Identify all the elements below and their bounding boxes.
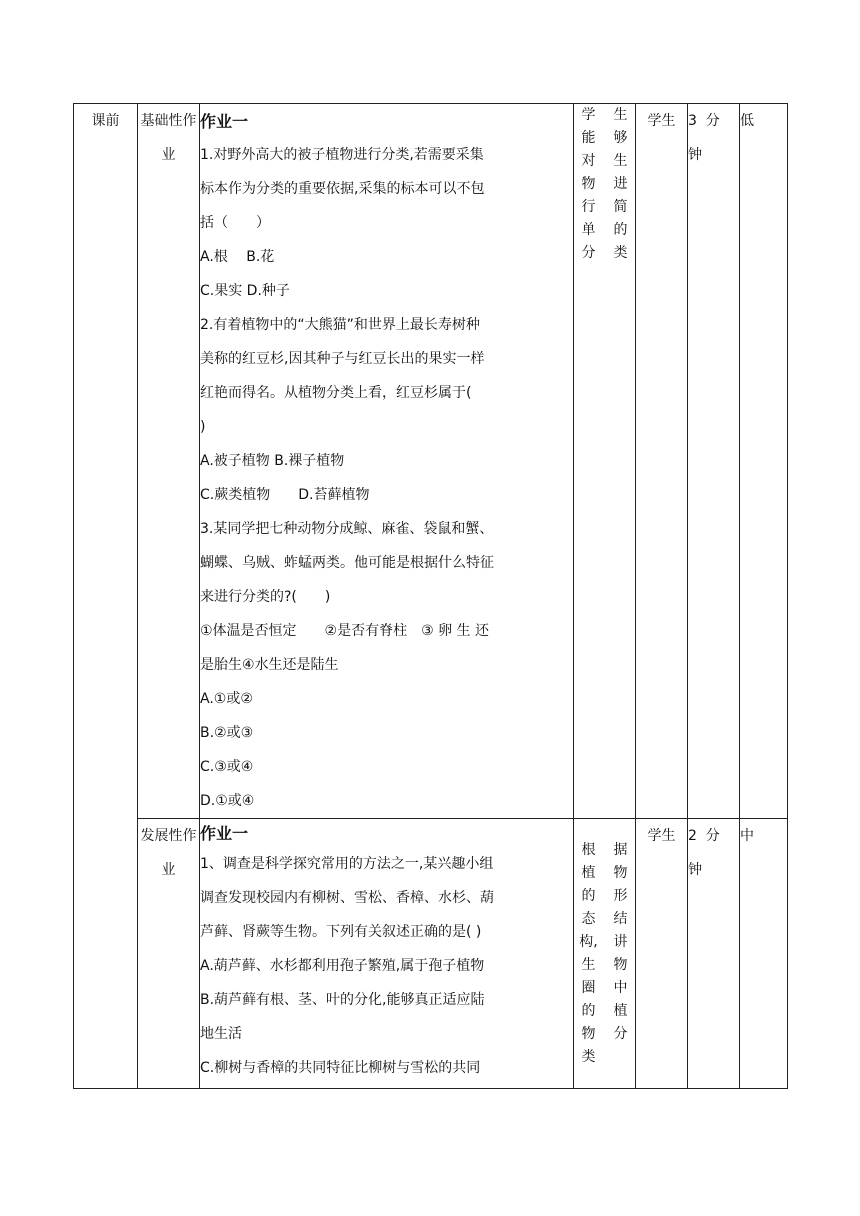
difficulty-label: 低 xyxy=(740,113,754,129)
goal-char: 对 xyxy=(581,153,596,169)
question-line: 括（ ） xyxy=(200,215,270,231)
homework-table xyxy=(73,103,788,1089)
time-unit: 钟 xyxy=(688,147,702,163)
goal-char: 够 xyxy=(613,130,628,146)
goal-char: 态 xyxy=(581,911,596,927)
option-line: A.葫芦藓、水杉都利用孢子繁殖,属于孢子植物 xyxy=(200,958,485,974)
goal-char: 分 xyxy=(581,245,596,261)
question-line: 来进行分类的?( ) xyxy=(200,589,331,605)
responsible-label: 学生 xyxy=(647,828,676,844)
goal-char: 的 xyxy=(581,888,596,904)
goal-char: 构, xyxy=(579,934,598,950)
time-value: 2 分 xyxy=(688,828,720,844)
question-line: ①体温是否恒定 ②是否有脊柱 ③ 卵 生 还 xyxy=(200,623,490,639)
goal-char: 物 xyxy=(581,176,596,192)
time-cell xyxy=(688,104,740,819)
question-line: 红艳而得名。从植物分类上看，红豆杉属于( xyxy=(200,385,472,401)
stage-label: 课前 xyxy=(91,113,120,129)
goal-column-right xyxy=(611,839,631,1069)
option-line: A.①或② xyxy=(200,691,253,707)
goal-char: 行 xyxy=(581,199,596,215)
goal-char: 物 xyxy=(613,865,628,881)
option-line: D.①或④ xyxy=(200,793,255,809)
goal-char: 的 xyxy=(581,1003,596,1019)
option-line: B.葫芦藓有根、茎、叶的分化,能够真正适应陆 xyxy=(200,992,485,1008)
question-line: 1、调查是科学探究常用的方法之一,某兴趣小组 xyxy=(200,856,494,872)
goal-char: 讲 xyxy=(613,934,628,950)
goal-cell xyxy=(574,819,636,1089)
content-cell xyxy=(200,104,574,819)
goal-char: 分 xyxy=(613,1026,628,1042)
goal-char: 结 xyxy=(613,911,628,927)
option-line: C.柳树与香樟的共同特征比柳树与雪松的共同 xyxy=(200,1060,481,1076)
category-cell xyxy=(138,819,200,1089)
goal-char: 植 xyxy=(581,865,596,881)
goal-char: 类 xyxy=(581,1049,596,1065)
goal-char: 生 xyxy=(613,107,628,123)
difficulty-cell xyxy=(740,819,788,1089)
category-label: 基础性作业 xyxy=(140,113,197,163)
goal-cell xyxy=(574,104,636,819)
goal-text xyxy=(574,839,635,1069)
responsible-label: 学生 xyxy=(647,113,676,129)
goal-text xyxy=(574,104,635,265)
option-line: A.根 B.花 xyxy=(200,249,275,265)
question-line: 美称的红豆杉,因其种子与红豆长出的果实一样 xyxy=(200,351,485,367)
question-line: 是胎生④水生还是陆生 xyxy=(200,657,339,673)
option-line: 地生活 xyxy=(200,1026,242,1042)
question-line: 1.对野外高大的被子植物进行分类,若需要采集 xyxy=(200,147,484,163)
question-line: 芦藓、肾蕨等生物。下列有关叙述正确的是( ) xyxy=(200,924,482,940)
option-line: B.②或③ xyxy=(200,725,254,741)
goal-column-left xyxy=(579,104,599,265)
goal-char: 植 xyxy=(613,1003,628,1019)
question-line: 标本作为分类的重要依据,采集的标本可以不包 xyxy=(200,181,485,197)
option-line: C.果实 D.种子 xyxy=(200,283,290,299)
goal-char: 圈 xyxy=(581,980,596,996)
option-line: C.③或④ xyxy=(200,759,254,775)
goal-char: 类 xyxy=(613,245,628,261)
goal-char: 能 xyxy=(581,130,596,146)
goal-char: 简 xyxy=(613,199,628,215)
goal-char: 物 xyxy=(613,957,628,973)
goal-char: 生 xyxy=(581,957,596,973)
option-line: A.被子植物 B.裸子植物 xyxy=(200,453,345,469)
goal-char: 的 xyxy=(613,222,628,238)
question-line: 2.有着植物中的“大熊猫”和世界上最长寿树种 xyxy=(200,317,480,333)
option-line: C.蕨类植物 D.苔藓植物 xyxy=(200,487,370,503)
difficulty-cell xyxy=(740,104,788,819)
goal-char: 单 xyxy=(581,222,596,238)
stage-cell xyxy=(74,104,138,1089)
table-row xyxy=(74,104,788,819)
question-line: 调查发现校园内有柳树、雪松、香樟、水杉、葫 xyxy=(200,890,494,906)
time-value: 3 分 xyxy=(688,113,720,129)
time-cell xyxy=(688,819,740,1089)
category-label: 发展性作业 xyxy=(140,828,197,878)
goal-char: 物 xyxy=(581,1026,596,1042)
goal-char: 生 xyxy=(613,153,628,169)
goal-char: 中 xyxy=(613,980,628,996)
homework-title: 作业一 xyxy=(200,112,249,131)
responsible-cell xyxy=(636,819,688,1089)
homework-title: 作业一 xyxy=(200,824,249,843)
goal-char: 据 xyxy=(613,842,628,858)
goal-char: 进 xyxy=(613,176,628,192)
question-line: 蝴蝶、乌贼、蚱蜢两类。他可能是根据什么特征 xyxy=(200,555,494,571)
goal-column-right xyxy=(611,104,631,265)
goal-column-left xyxy=(579,839,599,1069)
question-line: ) xyxy=(200,419,206,435)
category-cell xyxy=(138,104,200,819)
content-cell xyxy=(200,819,574,1089)
time-unit: 钟 xyxy=(688,862,702,878)
table-row xyxy=(74,819,788,1089)
goal-char: 形 xyxy=(613,888,628,904)
difficulty-label: 中 xyxy=(740,828,754,844)
responsible-cell xyxy=(636,104,688,819)
goal-char: 根 xyxy=(581,842,596,858)
question-line: 3.某同学把七种动物分成鲸、麻雀、袋鼠和蟹、 xyxy=(200,521,494,537)
goal-char: 学 xyxy=(581,107,596,123)
